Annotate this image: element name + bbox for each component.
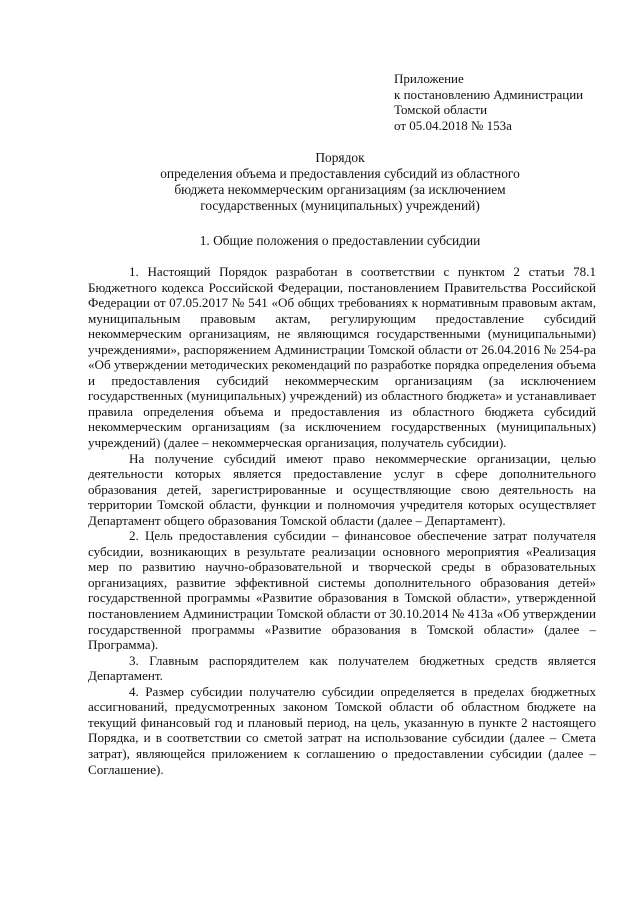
title-line-3: бюджета некоммерческим организациям (за исключением bbox=[174, 182, 506, 197]
section-heading: 1. Общие положения о предоставлении субсидии bbox=[199, 233, 481, 248]
appendix-line-4: от 05.04.2018 № 153а bbox=[394, 117, 512, 133]
title-line-1: Порядок bbox=[315, 150, 365, 165]
title-line-2: определения объема и предоставления субсидий из областного bbox=[160, 166, 520, 181]
appendix-line-1: Приложение bbox=[394, 71, 464, 86]
paragraph-5: 4. Размер субсидии получателю субсидии определяется в пределах бюджетных ассигнований, предусмотренных законом Томской области об областном бюджете на текущий финансовый год и плановый период, на цель, указанную в пункте 2 настоящего Порядка, и в соответствии со сметой затрат на использование субсидии (далее – Смета затрат), являющейся приложением к соглашению о предоставлении субсидии (далее – Соглашение). bbox=[88, 683, 596, 777]
paragraph-4: 3. Главным распорядителем как получателем бюджетных средств является Департамент. bbox=[88, 652, 596, 684]
paragraph-1: 1. Настоящий Порядок разработан в соответствии с пунктом 2 статьи 78.1 Бюджетного кодекса Российской Федерации, постановлением Правительства Российской Федерации от 07.05.2017 № 541 «Об общих требованиях к нормативным правовым актам, муниципальным правовым актам, регулирующим предоставление субсидий некоммерческим организациям, не являющимся государственными (муниципальными) учреждениями», распоряжением Администрации Томской области от 26.04.2016 № 254-ра «Об утверждении методических рекомендаций по разработке порядка определения объема и предоставления субсидий некоммерческим организациям (за исключением государственных (муниципальных) учреждений) из областного бюджета» и устанавливает правила определения объема и предоставления из областного бюджета субсидий некоммерческим организациям (за исключением государственных (муниципальных) учреждений) (далее – некоммерческая организация, получатель субсидии). bbox=[88, 264, 596, 451]
title-line-4: государственных (муниципальных) учреждений) bbox=[200, 198, 480, 213]
paragraph-3: 2. Цель предоставления субсидии – финансовое обеспечение затрат получателя субсидии, возникающих в результате реализации основного мероприятия «Реализация мер по развитию научно-образовательной и творческой среды в образовательных организациях, развитие эффективной системы дополнительного образования детей» государственной программы «Развитие образования в Томской области», утвержденной постановлением Администрации Томской области от 30.10.2014 № 413а «Об утверждении государственной программы «Развитие образования в Томской области» (далее – Программа). bbox=[88, 528, 596, 653]
appendix-note bbox=[394, 71, 630, 133]
appendix-line-3: Томской области bbox=[394, 102, 488, 117]
paragraph-2: На получение субсидий имеют право некоммерческие организации, целью деятельности которых является предоставление услуг в сфере дополнительного образования детей, зарегистрированные и осуществляющие свою деятельность на территории Томской области, функции и полномочия учредителя которых осуществляет Департамент общего образования Томской области (далее – Департамент). bbox=[88, 450, 596, 528]
document-title bbox=[100, 150, 580, 214]
appendix-line-2: к постановлению Администрации bbox=[394, 86, 584, 102]
section-body bbox=[88, 264, 596, 777]
